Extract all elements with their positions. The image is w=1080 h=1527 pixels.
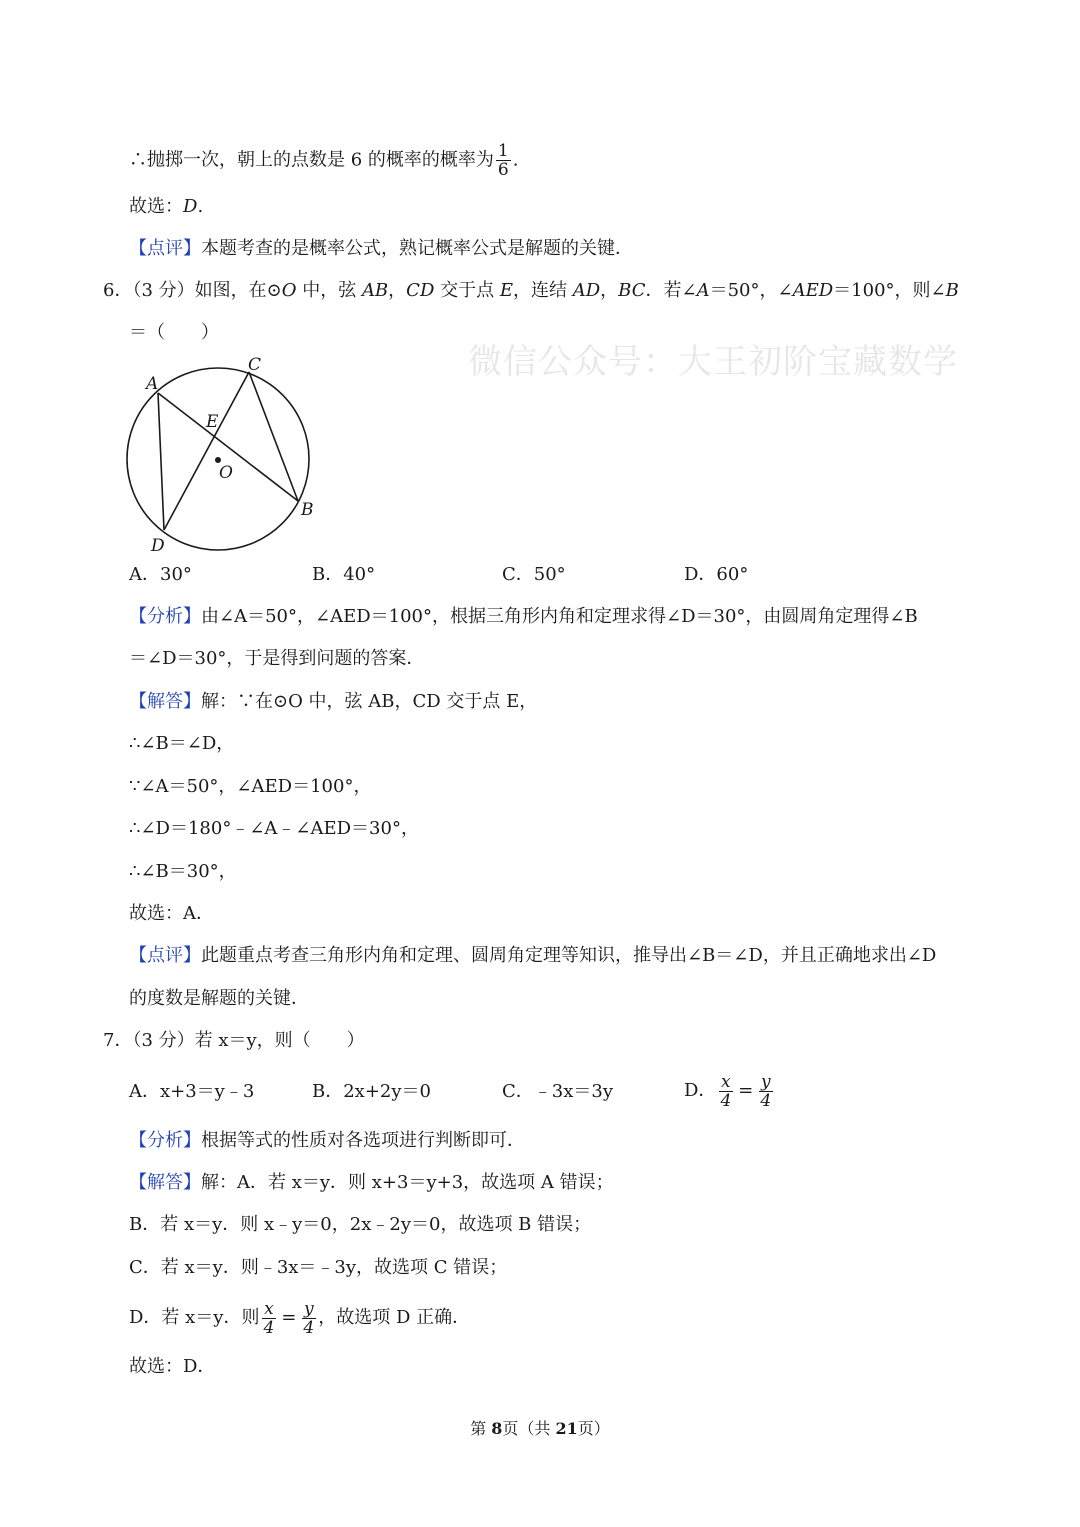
- answer-tag: 【解答】: [129, 1172, 201, 1193]
- comment-tag: 【点评】: [129, 238, 201, 259]
- fraction-y-over-4: $\frac{y}{4}$: [303, 1298, 315, 1338]
- q6-step2: ∵∠A＝50°，∠AED＝100°，: [129, 776, 372, 797]
- q6-choice: 故选：A．: [129, 903, 214, 924]
- segment-ad: [158, 393, 164, 530]
- q7-choice: 故选：D．: [129, 1356, 216, 1377]
- q6-stem-line1: 6．（3 分）如图，在⊙O 中，弦 AB，CD 交于点 E，连结 AD，BC．若∠A＝50°，∠AED＝100°，则∠B: [103, 280, 959, 301]
- answer-tag: 【解答】: [129, 691, 201, 712]
- q7-answer-c: C．若 x＝y．则﹣3x＝﹣3y，故选项 C 错误；: [129, 1257, 508, 1278]
- q7-option-a: A．x+3＝y﹣3: [129, 1081, 255, 1102]
- fraction-x-over-4: $\frac{x}{4}$: [720, 1071, 732, 1111]
- label-o: O: [219, 463, 233, 483]
- comment-tag: 【点评】: [129, 945, 201, 966]
- analysis-tag: 【分析】: [129, 606, 201, 627]
- circle-geometry-figure: [110, 350, 330, 562]
- label-a: A: [146, 374, 159, 394]
- fraction-y-over-4: $\frac{y}{4}$: [760, 1071, 772, 1111]
- q6-step4: ∴∠B＝30°，: [129, 861, 237, 882]
- q7-analysis: 【分析】根据等式的性质对各选项进行判断即可．: [129, 1130, 525, 1151]
- q5-choice: 故选：D.: [129, 196, 204, 217]
- q6-step3: ∴∠D＝180°﹣∠A﹣∠AED＝30°，: [129, 818, 419, 839]
- label-d: D: [151, 536, 165, 556]
- q6-answer-line1: 【解答】解：∵在⊙O 中，弦 AB，CD 交于点 E，: [129, 691, 538, 712]
- q5-conclusion-text: ∴抛掷一次，朝上的点数是 6 的概率的概率为: [129, 149, 494, 171]
- q7-option-b: B．2x+2y＝0: [312, 1081, 431, 1102]
- page-footer: 第 8页（共 21页）: [470, 1419, 610, 1438]
- q6-analysis-line1: 【分析】由∠A＝50°，∠AED＝100°，根据三角形内角和定理求得∠D＝30°，由圆周角定理得∠B: [129, 606, 918, 627]
- chord-cd: [164, 372, 249, 530]
- q7-answer-a: 【解答】解：A．若 x＝y．则 x+3＝y+3，故选项 A 错误；: [129, 1172, 614, 1193]
- q6-option-c: C．50°: [502, 564, 566, 585]
- watermark-text: 微信公众号：大王初阶宝藏数学: [468, 342, 958, 382]
- analysis-tag: 【分析】: [129, 1130, 201, 1151]
- q6-analysis-line2: ＝∠D＝30°，于是得到问题的答案．: [129, 648, 425, 669]
- fraction-one-sixth: $\frac{1}{6}$: [497, 141, 509, 180]
- q6-comment-line1: 【点评】此题重点考查三角形内角和定理、圆周角定理等知识，推导出∠B＝∠D，并且正确地求出∠D: [129, 945, 937, 966]
- q6-option-a: A．30°: [129, 564, 192, 585]
- label-c: C: [248, 355, 262, 375]
- q6-comment-line2: 的度数是解题的关键．: [129, 988, 309, 1009]
- q7-stem: 7．（3 分）若 x＝y，则（ ）: [103, 1030, 365, 1051]
- q6-stem-line2: ＝（ ）: [129, 322, 219, 343]
- q6-option-d: D．60°: [684, 564, 749, 585]
- fraction-x-over-4: $\frac{x}{4}$: [263, 1298, 275, 1338]
- q7-answer-d: D．若 x＝y．则 $\frac{x}{4}$ = $\frac{y}{4}$ ，故选项 D 正确．: [129, 1298, 471, 1338]
- label-b: B: [301, 500, 314, 520]
- q5-comment: 【点评】本题考查的是概率公式，熟记概率公式是解题的关键．: [129, 238, 633, 259]
- q6-option-b: B．40°: [312, 564, 376, 585]
- q6-step1: ∴∠B＝∠D，: [129, 733, 235, 754]
- q7-answer-b: B．若 x＝y．则 x﹣y＝0，2x﹣2y＝0，故选项 B 错误；: [129, 1214, 592, 1235]
- total-pages: 21: [555, 1419, 578, 1438]
- page-number: 8: [491, 1419, 503, 1438]
- q5-conclusion: ∴抛掷一次，朝上的点数是 6 的概率的概率为 $\frac{1}{6}$ .: [129, 141, 519, 180]
- label-e: E: [206, 412, 219, 432]
- q7-option-d: D． $\frac{x}{4}$ = $\frac{y}{4}$: [684, 1071, 772, 1111]
- q7-option-c: C．﹣3x＝3y: [502, 1081, 613, 1102]
